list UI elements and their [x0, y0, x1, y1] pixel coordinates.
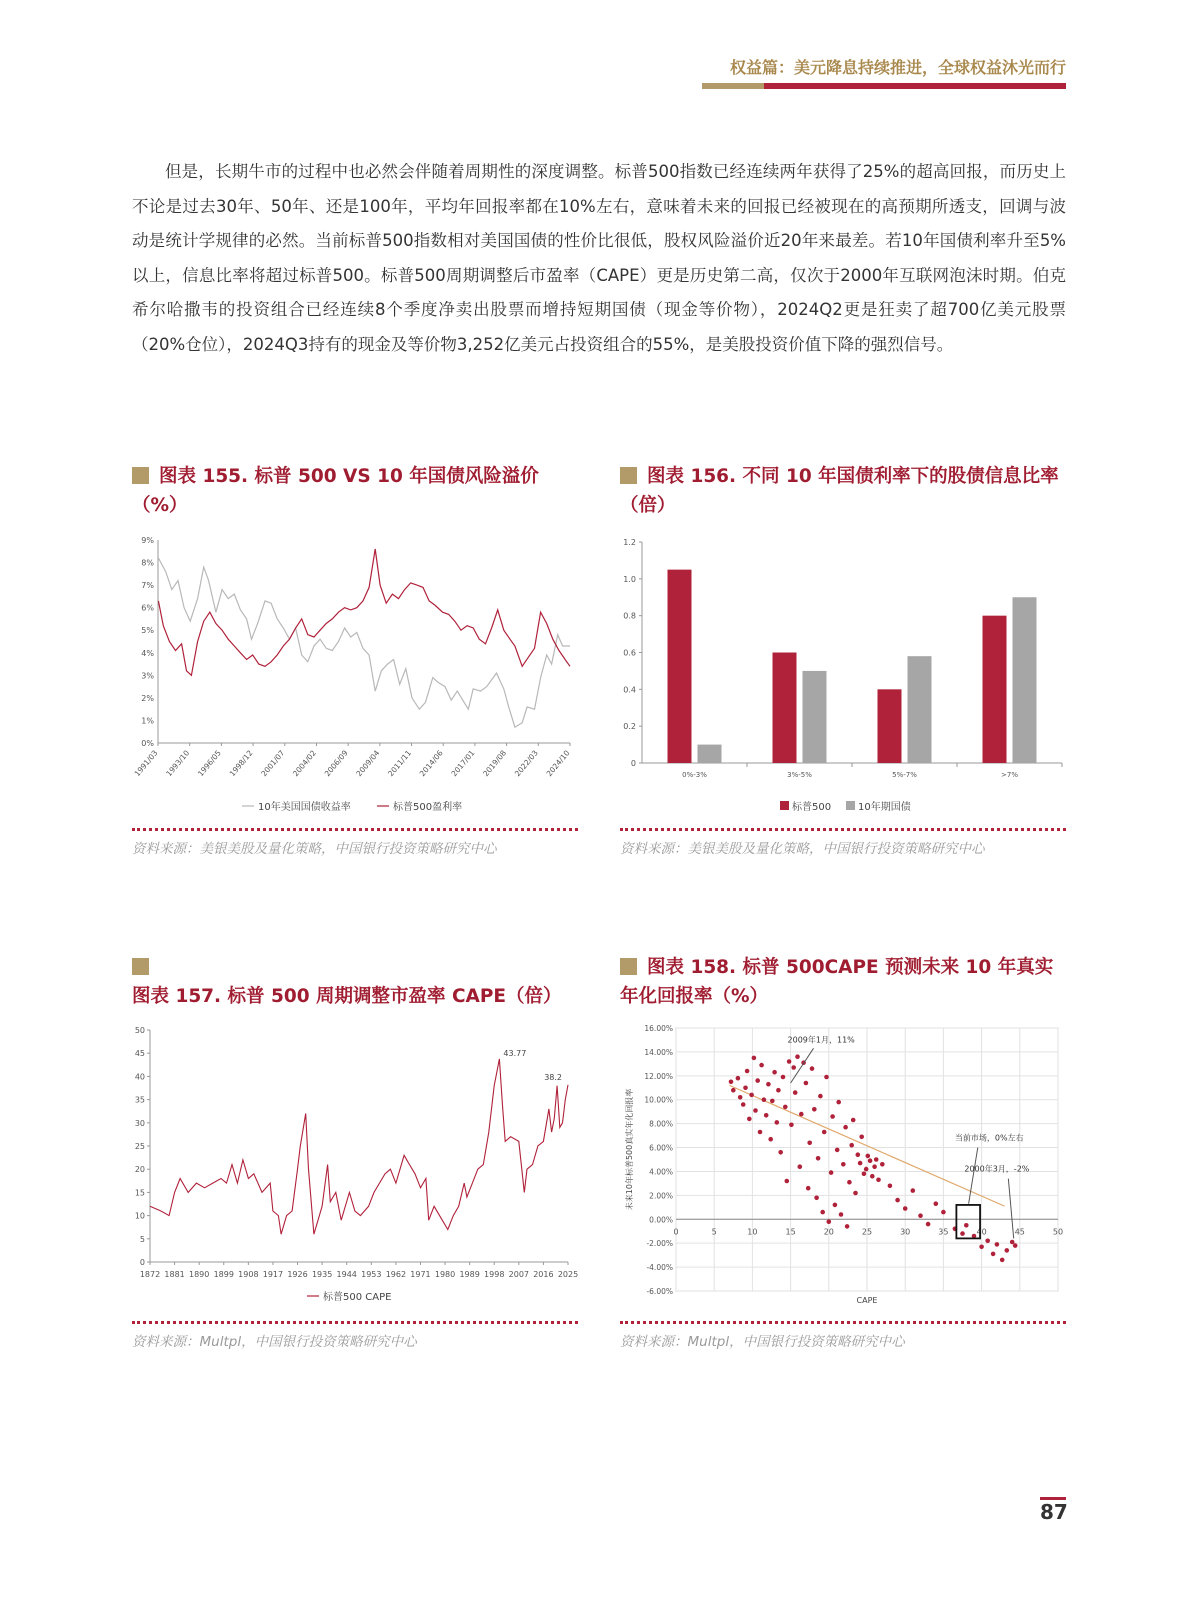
chart-155-header	[132, 462, 580, 520]
series-line-cape	[150, 1059, 568, 1234]
scatter-point	[849, 1143, 854, 1148]
x-tick-label: 1881	[164, 1270, 185, 1279]
y-tick-label: 8.00%	[649, 1119, 673, 1129]
y-tick-label: 4.00%	[649, 1167, 673, 1177]
y-tick-label: 25	[134, 1142, 145, 1151]
scatter-point	[816, 1156, 821, 1161]
y-tick-label: 14.00%	[644, 1047, 673, 1057]
scatter-point	[859, 1135, 864, 1140]
series-line-1	[158, 558, 570, 727]
scatter-point	[731, 1088, 736, 1093]
x-tick-label: 50	[1052, 1227, 1064, 1237]
scatter-point	[781, 1075, 786, 1080]
scatter-point	[888, 1184, 893, 1189]
y-tick-label: 0.00%	[649, 1215, 673, 1225]
chart-156-svg	[620, 530, 1066, 820]
page-number: 87	[1040, 1500, 1068, 1524]
chart-158-divider	[620, 1321, 1066, 1324]
x-tick-label: 35	[938, 1227, 949, 1237]
chart-156-title-row	[620, 462, 1070, 520]
y-tick-label: 6.00%	[649, 1143, 673, 1153]
legend-label-2: 标普500盈利率	[393, 802, 463, 813]
y-tick-label: 0.2	[623, 722, 636, 732]
y-tick-label: 50	[134, 1026, 145, 1035]
chart-155-title-row	[132, 462, 580, 520]
scatter-point	[941, 1210, 946, 1215]
scatter-point	[798, 1164, 803, 1169]
scatter-point	[818, 1094, 823, 1099]
scatter-point	[768, 1137, 773, 1142]
scatter-point	[876, 1178, 881, 1183]
title-square-icon	[620, 467, 637, 484]
scatter-point	[934, 1201, 939, 1206]
y-tick-label: 45	[134, 1049, 145, 1059]
chart-155-divider	[132, 828, 578, 831]
bar-2	[908, 656, 932, 763]
scatter-point	[812, 1107, 817, 1112]
x-tick-label: 10	[747, 1227, 758, 1237]
y-tick-label: 0.8	[623, 611, 636, 621]
scatter-point	[778, 1150, 783, 1155]
scatter-point	[789, 1123, 794, 1128]
y-tick-label: 1.2	[623, 538, 636, 547]
chart-155-title: 图表 155. 标普 500 VS 10 年国债风险溢价（%）	[132, 466, 539, 516]
header-title: 权益篇：美元降息持续推进，全球权益沐光而行	[729, 58, 1066, 77]
y-tick-label: -4.00%	[646, 1263, 673, 1273]
scatter-point	[845, 1224, 850, 1229]
y-tick-label: 6%	[141, 603, 154, 613]
scatter-point	[833, 1203, 838, 1208]
x-tick-label: 0	[673, 1227, 679, 1237]
x-tick-label: 5%-7%	[892, 771, 917, 779]
scatter-point	[749, 1093, 754, 1098]
scatter-point	[960, 1231, 965, 1236]
scatter-point	[979, 1245, 984, 1250]
annotation-current: 当前市场，0%左右	[954, 1133, 1024, 1143]
y-tick-label: -6.00%	[646, 1287, 673, 1296]
scatter-point	[795, 1054, 800, 1059]
scatter-point	[835, 1148, 840, 1153]
y-tick-label: 10.00%	[644, 1095, 673, 1105]
scatter-point	[856, 1152, 861, 1157]
scatter-point	[1000, 1258, 1005, 1263]
y-tick-label: 8%	[141, 558, 154, 568]
y-axis-label: 未来10年标普500真实年化回报率	[625, 1088, 634, 1211]
scatter-point	[872, 1164, 877, 1169]
x-tick-label: 2024/10	[544, 748, 572, 779]
chart-157-svg	[132, 1020, 580, 1315]
chart-155-svg	[132, 530, 580, 820]
bar-1	[668, 570, 692, 763]
x-tick-label: 1998/12	[227, 748, 255, 779]
scatter-point	[783, 1105, 788, 1110]
series-line-2	[158, 549, 570, 675]
legend-label-1: 标普500	[792, 802, 832, 813]
scatter-point	[843, 1125, 848, 1130]
chart-158-svg	[620, 1020, 1066, 1315]
x-tick-label: 0%-3%	[682, 771, 707, 779]
body-paragraph: 但是，长期牛市的过程中也必然会伴随着周期性的深度调整。标普500指数已经连续两年获得了25%的超高回报，而历史上不论是过去30年、50年、还是100年，平均年回报率都在10%左右，意味着未来的回报已经被现在的高预期所透支，回调与波动是统计学规律的必然。当前标普500指数相对美国国债的性价比很低，股权风险溢价近20年来最差。若10年国债利率升至5%以上，信息比率将超过标普500。标普500周期调整后市盈率（CAPE）更是历史第二高，仅次于2000年互联网泡沫时期。伯克希尔哈撒韦的投资组合已经连续8个季度净卖出股票而增持短期国债（现金等价物），2024Q2更是狂卖了超700亿美元股票（20%仓位），2024Q3持有的现金及等价物3,252亿美元占投资组合的55%，是美股投资价值下降的强烈信号。	[132, 162, 1066, 354]
x-tick-label: 45	[1014, 1227, 1025, 1237]
x-tick-label: 2011/11	[386, 748, 414, 779]
scatter-point	[743, 1086, 748, 1091]
x-tick-label: 1926	[287, 1270, 308, 1279]
scatter-point	[868, 1158, 873, 1163]
x-tick-label: 2009/04	[354, 748, 382, 779]
x-tick-label: 2001/07	[259, 748, 287, 779]
y-tick-label: 0	[630, 759, 636, 768]
y-tick-label: 15	[134, 1188, 145, 1198]
legend-swatch-2	[846, 801, 855, 810]
scatter-point	[738, 1095, 743, 1100]
x-tick-label: 15	[785, 1227, 796, 1237]
x-tick-label: 1872	[139, 1270, 161, 1279]
scatter-point	[766, 1082, 771, 1087]
x-tick-label: 1962	[385, 1270, 407, 1279]
bar-1	[878, 689, 902, 763]
chart-158-title: 图表 158. 标普 500CAPE 预测未来 10 年真实年化回报率（%）	[620, 957, 1054, 1007]
scatter-point	[1005, 1248, 1010, 1253]
scatter-point	[895, 1198, 900, 1203]
scatter-point	[770, 1099, 775, 1104]
legend-swatch-1	[780, 801, 789, 810]
y-tick-label: 9%	[141, 536, 154, 545]
scatter-point	[839, 1212, 844, 1217]
chart-157-title-row	[132, 953, 580, 1011]
x-tick-label: 5	[711, 1227, 717, 1237]
scatter-point	[911, 1188, 916, 1193]
chart-158-source: 资料来源：Multpl，中国银行投资策略研究中心	[620, 1334, 905, 1350]
x-tick-label: 2014/06	[417, 748, 445, 779]
annotation-2000: 2000年3月，-2%	[964, 1164, 1030, 1174]
x-tick-label: 2017/01	[449, 748, 477, 779]
y-tick-label: 1.0	[623, 574, 636, 584]
x-tick-label: 30	[900, 1227, 911, 1237]
y-tick-label: 5%	[141, 626, 154, 636]
x-tick-label: 2022/03	[512, 748, 540, 779]
scatter-point	[918, 1213, 923, 1218]
header-bar-red	[764, 83, 1066, 89]
x-tick-label: 1899	[213, 1270, 234, 1279]
chart-156-header	[620, 462, 1070, 520]
x-tick-label: 2004/02	[291, 748, 318, 779]
x-tick-label: 2019/08	[481, 748, 509, 779]
scatter-point	[1013, 1243, 1018, 1248]
y-tick-label: 0%	[141, 739, 154, 748]
title-square-icon	[620, 958, 637, 975]
legend-label-2: 10年期国债	[858, 802, 911, 813]
scatter-point	[810, 1066, 815, 1071]
y-tick-label: 30	[134, 1118, 145, 1128]
scatter-point	[824, 1075, 829, 1080]
chart-156-divider	[620, 828, 1066, 831]
scatter-point	[804, 1081, 809, 1086]
x-tick-label: 1993/10	[164, 748, 192, 779]
chart-156-source: 资料来源：美银美股及量化策略，中国银行投资策略研究中心	[620, 841, 985, 857]
scatter-point	[836, 1100, 841, 1105]
scatter-point	[759, 1063, 764, 1068]
scatter-point	[991, 1252, 996, 1257]
chart-158-title-row	[620, 953, 1070, 1011]
scatter-point	[880, 1162, 885, 1167]
scatter-point	[772, 1070, 777, 1075]
y-tick-label: 16.00%	[644, 1024, 673, 1033]
x-tick-label: 1890	[188, 1270, 210, 1279]
scatter-point	[793, 1090, 798, 1095]
x-tick-label: 3%-5%	[787, 771, 812, 779]
scatter-point	[822, 1130, 827, 1135]
scatter-point	[866, 1154, 871, 1159]
scatter-point	[741, 1102, 746, 1107]
scatter-point	[864, 1167, 869, 1172]
scatter-point	[985, 1239, 990, 1244]
y-tick-label: 10	[134, 1211, 145, 1221]
scatter-point	[807, 1141, 812, 1146]
scatter-point	[870, 1174, 875, 1179]
scatter-point	[903, 1206, 908, 1211]
chart-157-divider	[132, 1321, 578, 1324]
scatter-point	[747, 1117, 752, 1122]
chart-157-title: 图表 157. 标普 500 周期调整市盈率 CAPE（倍）	[132, 986, 562, 1007]
scatter-point	[758, 1130, 763, 1135]
scatter-point	[841, 1162, 846, 1167]
scatter-point	[827, 1219, 832, 1224]
x-tick-label: 20	[823, 1227, 834, 1237]
scatter-point	[791, 1065, 796, 1070]
x-tick-label: 1935	[311, 1270, 333, 1279]
scatter-point	[753, 1108, 758, 1113]
x-tick-label: 1953	[361, 1270, 382, 1279]
y-tick-label: 1%	[141, 716, 154, 726]
x-tick-label: 2006/09	[322, 748, 350, 779]
legend-label-1: 10年美国国债收益率	[258, 802, 351, 813]
x-tick-label: 1991/03	[132, 748, 160, 779]
title-square-icon	[132, 958, 149, 975]
x-tick-label: 2007	[508, 1270, 530, 1279]
y-tick-label: 12.00%	[644, 1071, 673, 1081]
x-axis-label: CAPE	[856, 1296, 878, 1305]
scatter-point	[776, 1088, 781, 1093]
annotation-current: 38.2	[544, 1072, 562, 1082]
x-tick-label: 2016	[533, 1270, 554, 1279]
chart-156-title: 图表 156. 不同 10 年国债利率下的股债信息比率（倍）	[620, 466, 1059, 516]
scatter-point	[847, 1180, 852, 1185]
y-tick-label: 7%	[141, 581, 154, 591]
scatter-point	[853, 1191, 858, 1196]
scatter-point	[775, 1120, 780, 1125]
scatter-point	[752, 1056, 757, 1061]
x-tick-label: >7%	[1001, 771, 1018, 779]
scatter-point	[926, 1222, 931, 1227]
bar-1	[773, 653, 797, 764]
y-tick-label: 5	[139, 1234, 145, 1244]
y-tick-label: 40	[134, 1072, 145, 1082]
scatter-point	[851, 1118, 856, 1123]
x-tick-label: 1917	[262, 1270, 284, 1279]
y-tick-label: 0.6	[623, 648, 636, 658]
bar-2	[698, 745, 722, 763]
x-tick-label: 1908	[238, 1270, 259, 1279]
scatter-point	[814, 1196, 819, 1201]
y-tick-label: 3%	[141, 671, 154, 681]
scatter-point	[964, 1223, 969, 1228]
chart-155-source: 资料来源：美银美股及量化策略，中国银行投资策略研究中心	[132, 841, 497, 857]
x-tick-label: 1996/05	[195, 748, 223, 779]
x-tick-label: 1971	[410, 1270, 431, 1279]
annotation-peak: 43.77	[503, 1048, 527, 1058]
bar-2	[1013, 597, 1037, 763]
scatter-point	[787, 1059, 792, 1064]
bar-1	[983, 616, 1007, 763]
scatter-point	[755, 1078, 760, 1083]
chart-158-header	[620, 953, 1070, 1011]
x-tick-label: 25	[861, 1227, 873, 1237]
scatter-point	[799, 1112, 804, 1117]
y-tick-label: 4%	[141, 648, 154, 658]
y-tick-label: 0.4	[623, 685, 636, 695]
scatter-point	[729, 1080, 734, 1085]
scatter-point	[745, 1069, 750, 1074]
x-tick-label: 40	[976, 1227, 987, 1237]
scatter-point	[806, 1186, 811, 1191]
scatter-point	[764, 1113, 769, 1118]
x-tick-label: 1980	[434, 1270, 456, 1279]
bar-2	[803, 671, 827, 763]
scatter-point	[858, 1161, 863, 1166]
y-tick-label: 20	[134, 1165, 145, 1175]
scatter-point	[995, 1242, 1000, 1247]
scatter-point	[820, 1210, 825, 1215]
annotation-2000-leader	[1008, 1179, 1013, 1239]
scatter-point	[862, 1172, 867, 1177]
x-tick-label: 1998	[484, 1270, 505, 1279]
legend-label: 标普500 CAPE	[323, 1292, 392, 1303]
y-tick-label: 2%	[141, 693, 154, 703]
y-tick-label: 35	[134, 1095, 145, 1105]
chart-157-header	[132, 953, 580, 1011]
x-tick-label: 2025	[557, 1270, 579, 1279]
scatter-point	[830, 1114, 835, 1119]
y-tick-label: 2.00%	[649, 1191, 673, 1201]
header-bar-gold	[702, 83, 764, 89]
scatter-point	[762, 1097, 767, 1102]
x-tick-label: 1944	[336, 1270, 357, 1279]
title-square-icon	[132, 467, 149, 484]
scatter-point	[829, 1170, 834, 1175]
annotation-2009: 2009年1月，11%	[787, 1035, 855, 1045]
scatter-point	[874, 1157, 879, 1162]
chart-157-source: 资料来源：Multpl，中国银行投资策略研究中心	[132, 1334, 417, 1350]
y-tick-label: 0	[139, 1258, 145, 1267]
x-tick-label: 1989	[459, 1270, 480, 1279]
scatter-point	[1010, 1240, 1015, 1245]
y-tick-label: -2.00%	[646, 1239, 673, 1249]
scatter-point	[736, 1076, 741, 1081]
scatter-point	[785, 1179, 790, 1184]
